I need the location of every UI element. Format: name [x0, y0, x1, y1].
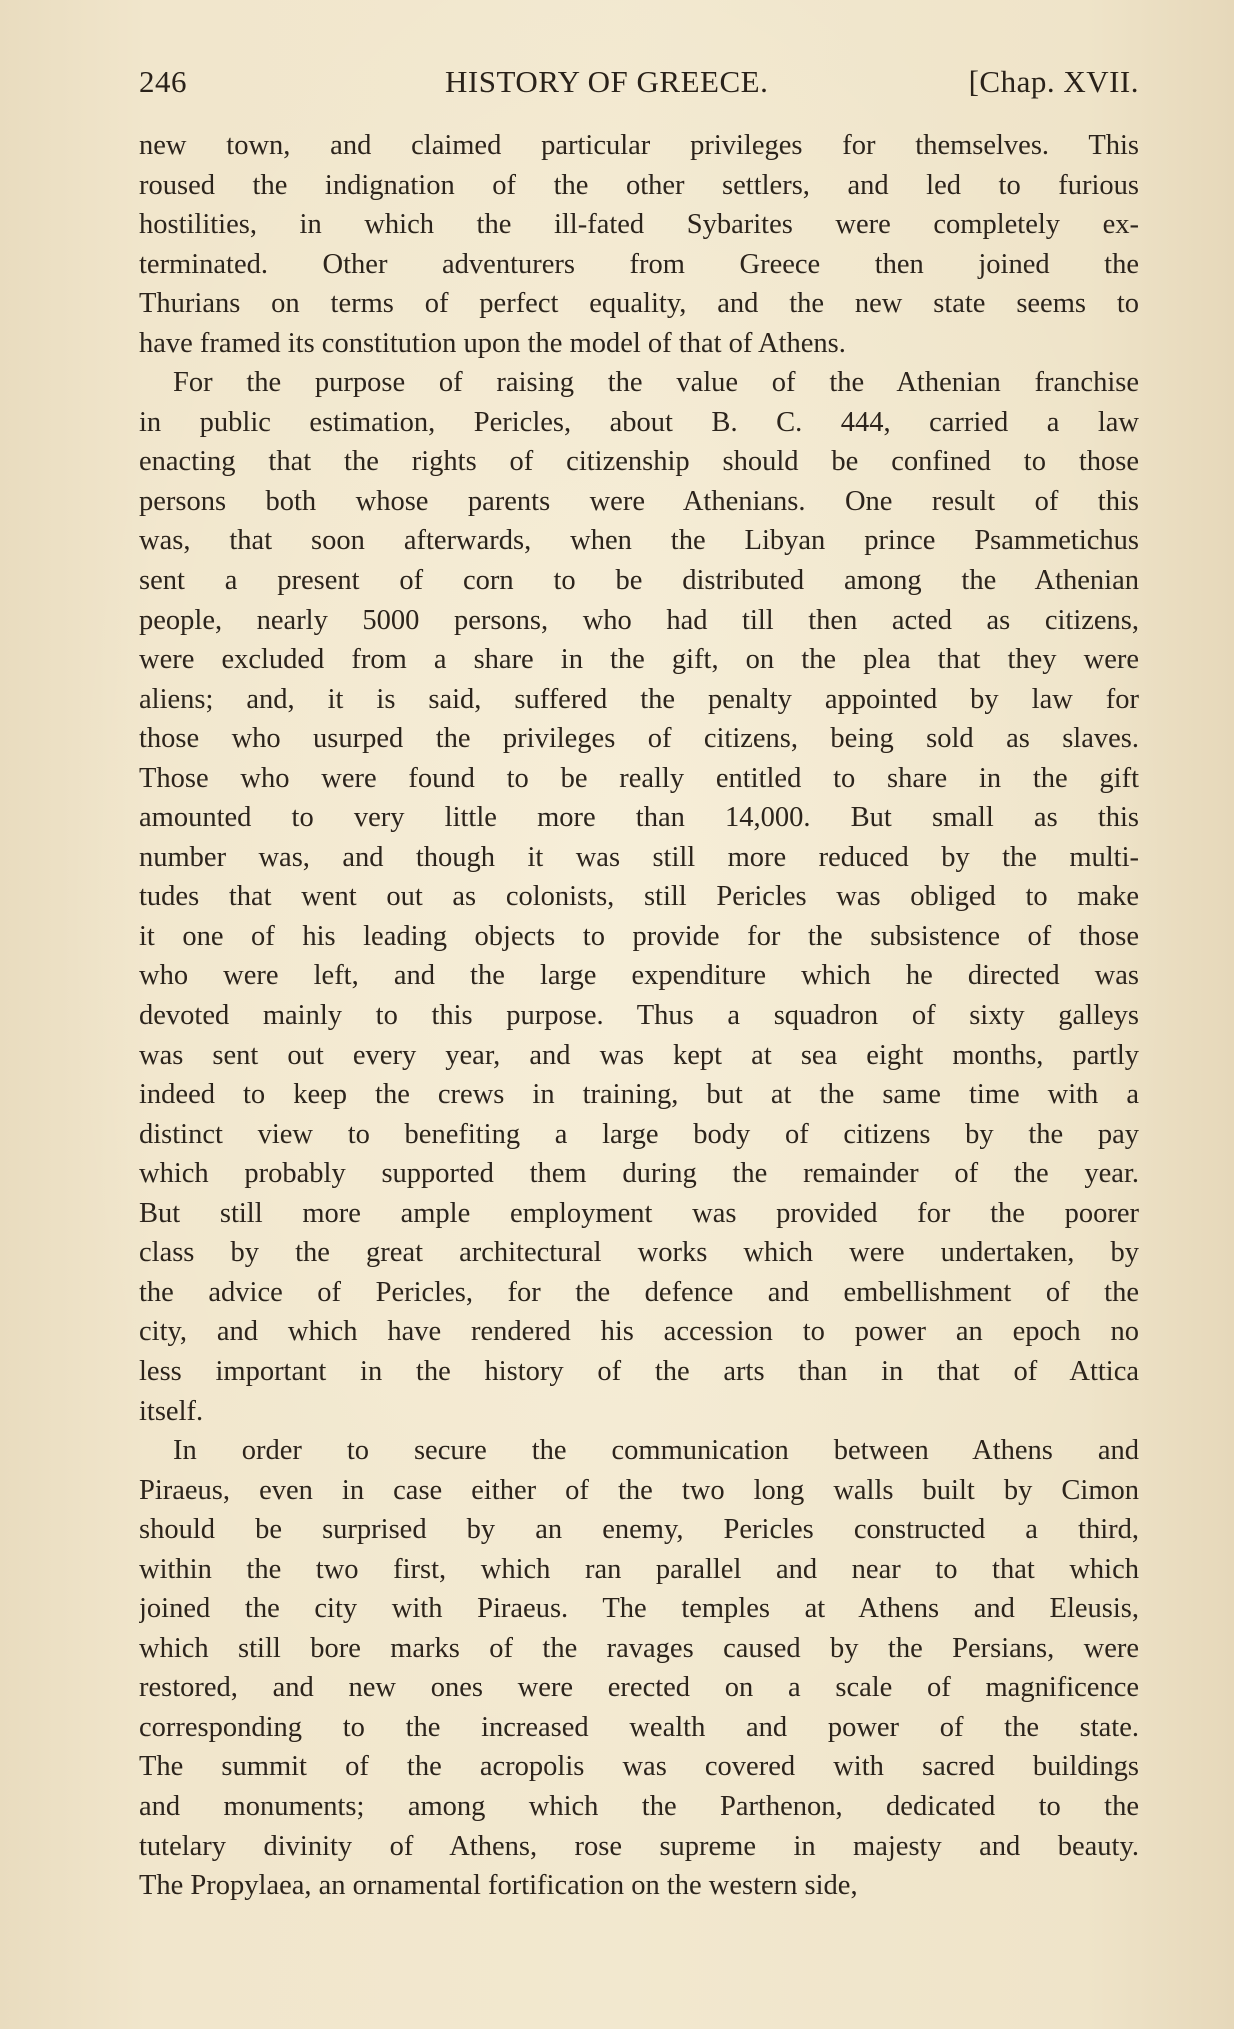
text-line: who were left, and the large expenditure which he directed was	[139, 960, 1139, 992]
text-line: Piraeus, even in case either of the two long walls built by Cimon	[139, 1474, 1139, 1506]
text-line: it one of his leading objects to provide for the subsistence of those	[139, 920, 1139, 952]
text-line: enacting that the rights of citizenship should be confined to those	[139, 446, 1139, 478]
text-line: persons both whose parents were Athenians. One result of this	[139, 485, 1139, 517]
text-line: class by the great architectural works which were undertaken, by	[139, 1237, 1139, 1269]
text-line: tudes that went out as colonists, still Pericles was obliged to make	[139, 881, 1139, 913]
text-line: less important in the history of the arts than in that of Attica	[139, 1355, 1139, 1387]
text-line: the advice of Pericles, for the defence and embellishment of the	[139, 1276, 1139, 1308]
text-line: city, and which have rendered his accession to power an epoch no	[139, 1316, 1139, 1348]
text-line: terminated. Other adventurers from Greece then joined the	[139, 248, 1139, 280]
text-line: amounted to very little more than 14,000. But small as this	[139, 802, 1139, 834]
text-line: joined the city with Piraeus. The temples at Athens and Eleusis,	[139, 1593, 1139, 1625]
text-line: was sent out every year, and was kept at sea eight months, partly	[139, 1039, 1139, 1071]
text-line: sent a present of corn to be distributed among the Athenian	[139, 565, 1139, 597]
text-line: number was, and though it was still more reduced by the multi-	[139, 841, 1139, 873]
body-text	[139, 126, 1139, 1906]
text-line: in public estimation, Pericles, about B. C. 444, carried a law	[139, 406, 1139, 438]
text-line: and monuments; among which the Parthenon, dedicated to the	[139, 1790, 1139, 1822]
text-line: distinct view to benefiting a large body of citizens by the pay	[139, 1118, 1139, 1150]
text-line: The summit of the acropolis was covered with sacred buildings	[139, 1751, 1139, 1783]
paragraph-first-line: new town, and claimed particular privileges for themselves. This	[139, 130, 1139, 161]
text-line: people, nearly 5000 persons, who had till then acted as citizens,	[139, 604, 1139, 636]
text-line: have framed its constitution upon the model of that of Athens.	[139, 327, 846, 359]
text-line: hostilities, in which the ill-fated Sybarites were completely ex-	[139, 209, 1139, 241]
text-line: was, that soon afterwards, when the Libyan prince Psammetichus	[139, 525, 1139, 557]
text-line: The Propylaea, an ornamental fortification on the western side,	[139, 1870, 858, 1902]
text-line: which still bore marks of the ravages caused by the Persians, were	[139, 1632, 1139, 1664]
text-line: devoted mainly to this purpose. Thus a squadron of sixty galleys	[139, 1000, 1139, 1032]
text-line: But still more ample employment was provided for the poorer	[139, 1197, 1139, 1229]
text-line: which probably supported them during the remainder of the year.	[139, 1158, 1139, 1190]
text-line: those who usurped the privileges of citizens, being sold as slaves.	[139, 723, 1139, 755]
text-line: should be surprised by an enemy, Pericles constructed a third,	[139, 1514, 1139, 1546]
text-line: corresponding to the increased wealth and power of the state.	[139, 1711, 1139, 1743]
text-line: indeed to keep the crews in training, but at the same time with a	[139, 1079, 1139, 1111]
text-line: Those who were found to be really entitled to share in the gift	[139, 762, 1139, 794]
text-line: restored, and new ones were erected on a scale of magnificence	[139, 1672, 1139, 1704]
text-line: roused the indignation of the other settlers, and led to furious	[139, 169, 1139, 201]
page-number: 246	[139, 64, 187, 99]
text-line: within the two first, which ran parallel and near to that which	[139, 1553, 1139, 1585]
running-title: HISTORY OF GREECE.	[445, 64, 769, 99]
paragraph-first-line: In order to secure the communication between Athens and	[173, 1435, 1139, 1467]
page-header	[139, 64, 1139, 104]
text-line: tutelary divinity of Athens, rose supreme in majesty and beauty.	[139, 1830, 1139, 1862]
chapter-reference: [Chap. XVII.	[968, 64, 1139, 99]
text-line: were excluded from a share in the gift, on the plea that they were	[139, 644, 1139, 676]
text-line: aliens; and, it is said, suffered the penalty appointed by law for	[139, 683, 1139, 715]
paragraph-first-line: For the purpose of raising the value of the Athenian franchise	[173, 367, 1139, 399]
text-line: itself.	[139, 1395, 204, 1427]
text-line: Thurians on terms of perfect equality, and the new state seems to	[139, 288, 1139, 320]
